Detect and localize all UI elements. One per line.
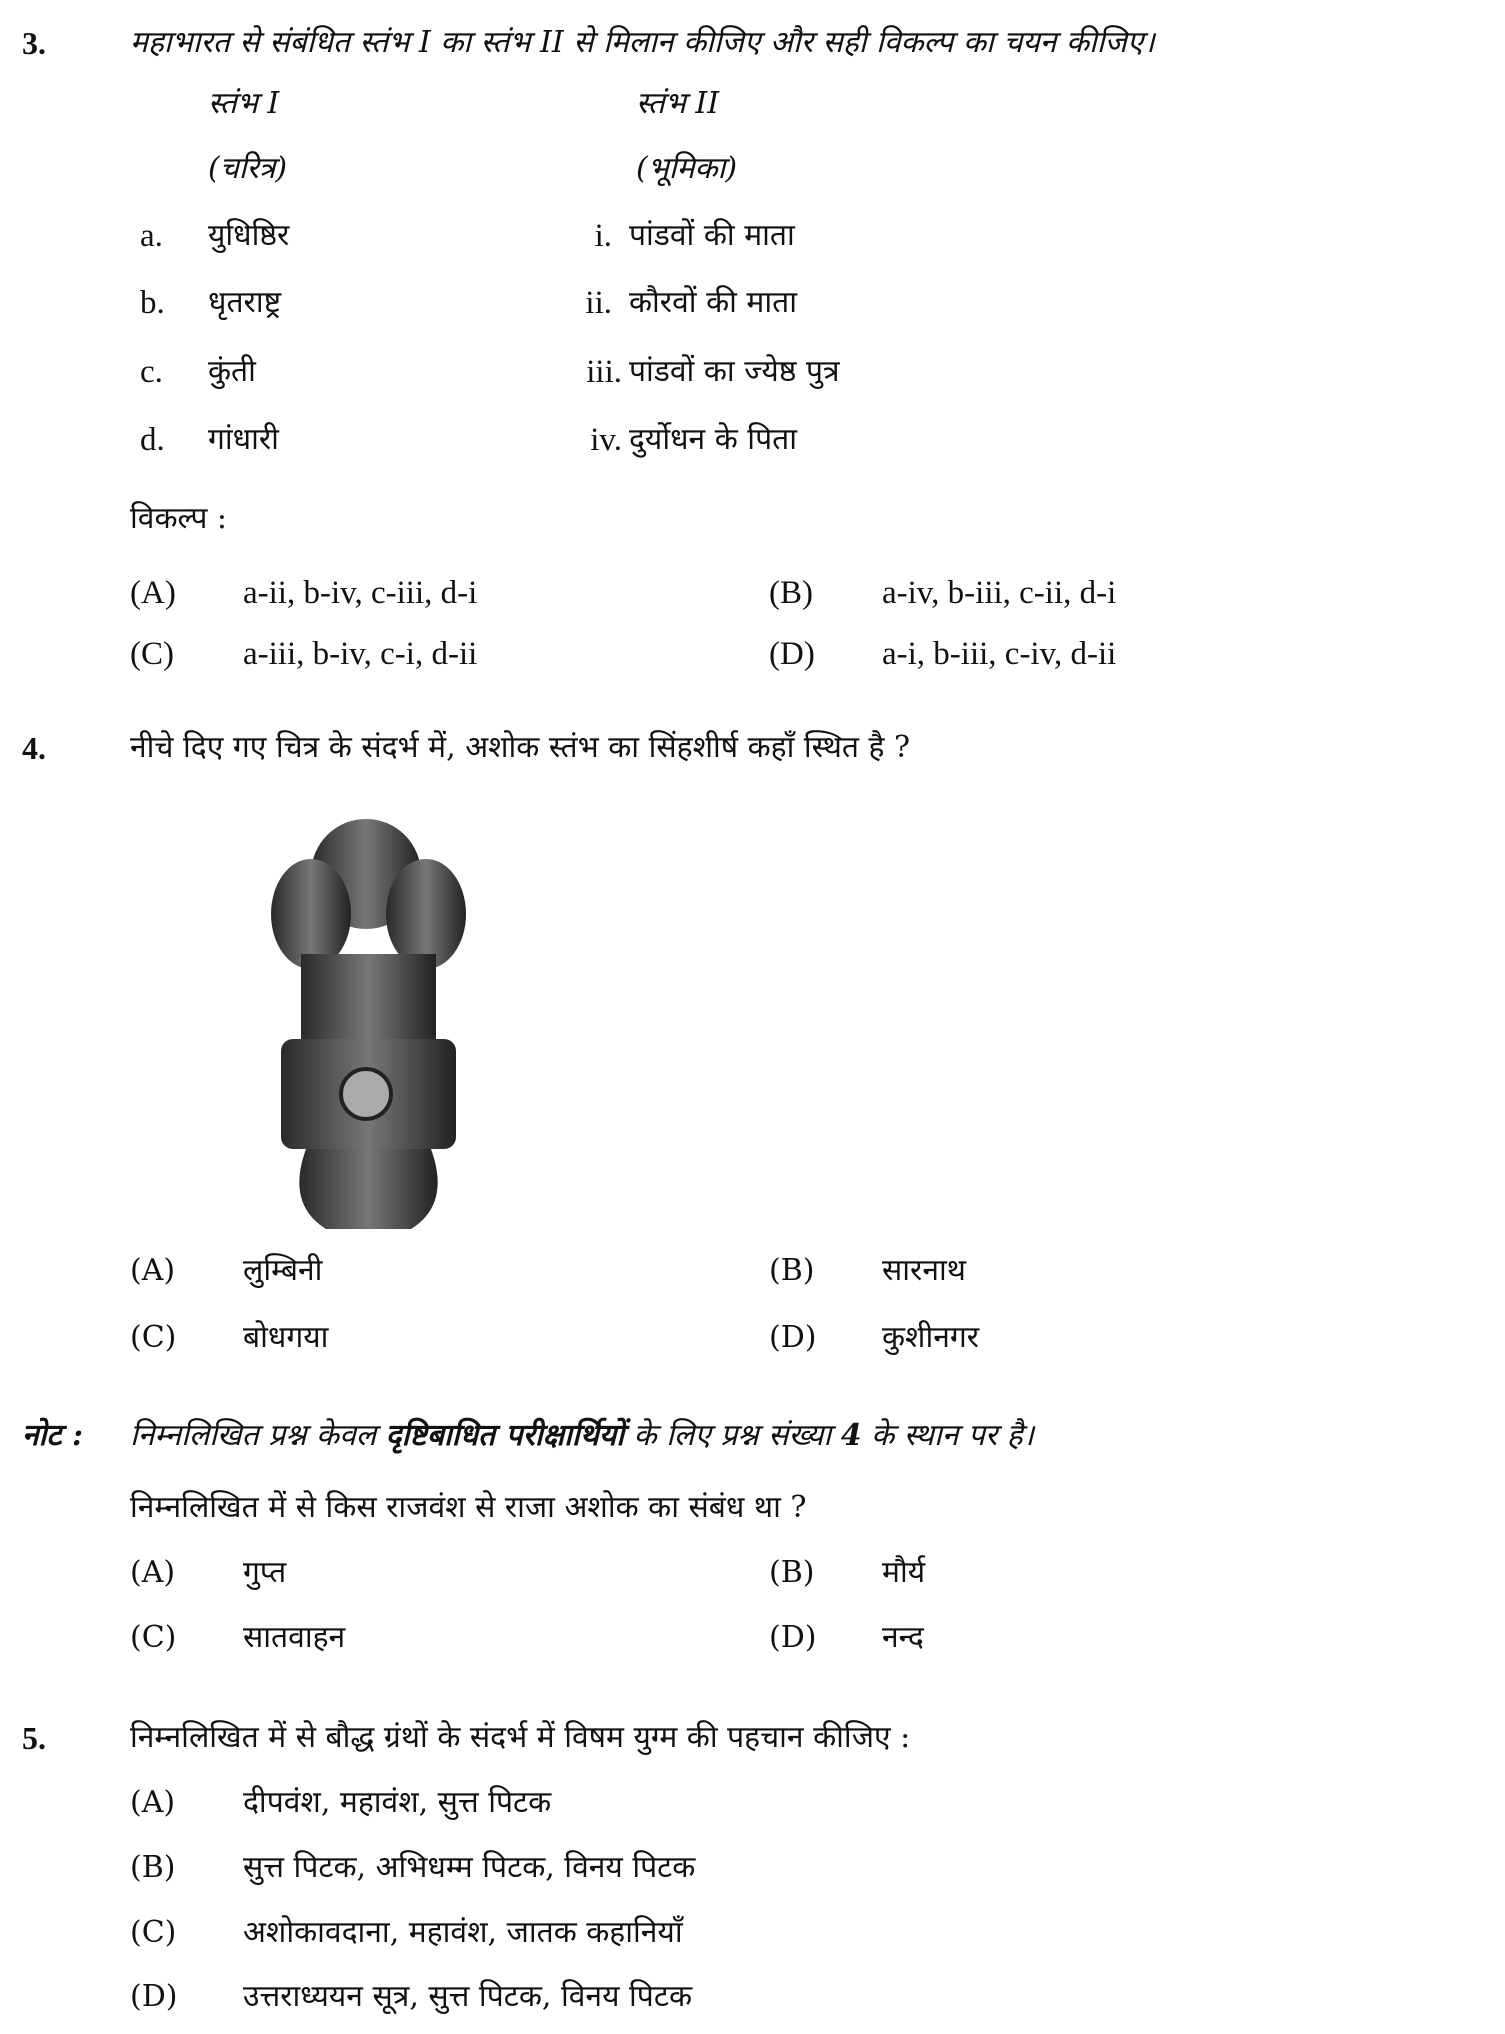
row-roman: ii. [585,285,612,321]
note-text-pre: निम्नलिखित प्रश्न केवल [130,1418,386,1453]
question-number: 5. [22,1720,46,1756]
option-key: (D) [769,636,815,672]
option-d[interactable]: a-i, b-iii, c-iv, d-ii [882,636,1117,672]
row-key: b. [140,285,165,321]
row-value: कुंती [208,354,256,389]
note-question-number: 4 [840,1418,862,1453]
option-key: (D) [769,1620,817,1655]
option-key: (D) [130,1979,178,2014]
row-key: a. [140,218,163,254]
option-key: (B) [769,1253,815,1288]
options-label: विकल्प : [130,501,228,536]
option-key: (A) [130,575,176,611]
option-key: (A) [130,1253,176,1288]
question-text: निम्नलिखित में से बौद्ध ग्रंथों के संदर्भ में विषम युग्म की पहचान कीजिए : [130,1720,911,1755]
column-1-subheading: (चरित्र) [208,151,288,186]
option-key: (C) [130,1620,177,1655]
question-text: महाभारत से संबंधित स्तंभ I का स्तंभ II से मिलान कीजिए और सही विकल्प का चयन कीजिए। [130,25,1155,60]
column-1-heading: स्तंभ I [208,86,280,121]
option-b[interactable]: सारनाथ [882,1253,966,1288]
question-text: निम्नलिखित में से किस राजवंश से राजा अशोक का संबंध था ? [130,1490,807,1525]
note-text-bold: दृष्टिबाधित परीक्षार्थियों [385,1418,625,1453]
option-key: (A) [130,1555,176,1590]
option-a[interactable]: दीपवंश, महावंश, सुत्त पिटक [243,1785,552,1820]
note-label: नोट : [22,1418,84,1453]
option-d[interactable]: कुशीनगर [882,1320,980,1355]
option-key: (A) [130,1785,176,1820]
option-d[interactable]: नन्द [882,1620,924,1655]
option-b[interactable]: a-iv, b-iii, c-ii, d-i [882,575,1117,611]
ashoka-lion-capital-image [266,804,471,1234]
option-c[interactable]: a-iii, b-iv, c-i, d-ii [243,636,478,672]
option-key: (C) [130,1320,177,1355]
row-role: दुर्योधन के पिता [629,422,797,457]
row-role: कौरवों की माता [629,285,797,320]
option-c[interactable]: सातवाहन [243,1620,346,1655]
question-number: 3. [22,25,46,61]
option-d[interactable]: उत्तराध्ययन सूत्र, सुत्त पिटक, विनय पिटक [243,1979,692,2014]
question-text: नीचे दिए गए चित्र के संदर्भ में, अशोक स्तंभ का सिंहशीर्ष कहाँ स्थित है ? [130,730,911,765]
option-b[interactable]: सुत्त पिटक, अभिधम्म पिटक, विनय पिटक [243,1850,696,1885]
option-key: (B) [130,1850,176,1885]
row-value: युधिष्ठिर [208,218,290,253]
option-b[interactable]: मौर्य [882,1555,926,1590]
row-value: गांधारी [208,422,279,457]
note-text [130,1416,1034,1456]
row-role: पांडवों का ज्येष्ठ पुत्र [629,354,840,389]
option-c[interactable]: बोधगया [243,1320,329,1355]
column-2-subheading: (भूमिका) [636,151,738,186]
row-roman: iv. [590,422,622,458]
option-c[interactable]: अशोकावदाना, महावंश, जातक कहानियाँ [243,1915,683,1950]
row-role: पांडवों की माता [629,218,795,253]
row-key: d. [140,422,165,458]
option-key: (B) [769,1555,815,1590]
row-roman: iii. [586,354,622,390]
question-number: 4. [22,730,46,766]
option-a[interactable]: गुप्त [243,1555,287,1590]
row-key: c. [140,354,163,390]
row-value: धृतराष्ट्र [208,285,282,320]
option-key: (B) [769,575,813,611]
note-text-mid: के लिए प्रश्न संख्या [624,1418,841,1453]
row-roman: i. [594,218,612,254]
option-key: (C) [130,1915,177,1950]
note-text-post: के स्थान पर है। [861,1418,1035,1453]
option-key: (D) [769,1320,817,1355]
option-a[interactable]: लुम्बिनी [243,1253,323,1288]
option-key: (C) [130,636,174,672]
option-a[interactable]: a-ii, b-iv, c-iii, d-i [243,575,478,611]
column-2-heading: स्तंभ II [636,86,720,121]
